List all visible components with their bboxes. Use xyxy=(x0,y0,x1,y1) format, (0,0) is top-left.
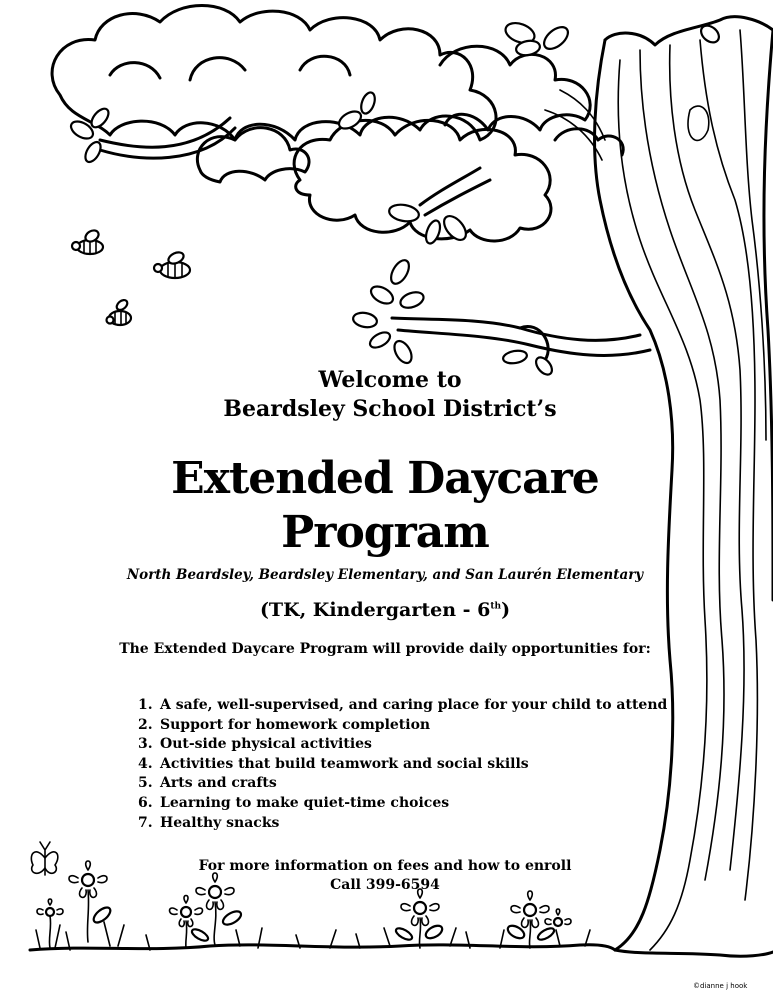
bee-icon xyxy=(154,250,190,278)
list-item-text: Activities that build teamwork and social skills xyxy=(160,755,529,772)
list-item xyxy=(138,774,667,794)
grade-range-superscript: th xyxy=(490,601,502,612)
bee-icon xyxy=(72,228,103,254)
butterfly-icon xyxy=(31,842,57,875)
cloud-canopy-icon xyxy=(52,6,623,242)
flower-icon xyxy=(170,896,203,949)
bee-icon xyxy=(107,298,132,325)
list-item-number: 4. xyxy=(138,755,153,772)
list-item xyxy=(138,716,667,736)
list-item-number: 2. xyxy=(138,716,153,733)
grade-range-close: ) xyxy=(501,599,511,621)
list-item-text: Arts and crafts xyxy=(160,775,277,792)
list-item-text: Learning to make quiet-time choices xyxy=(160,794,450,811)
phone-number: Call 399-6594 xyxy=(330,877,440,893)
school-list: North Beardsley, Beardsley Elementary, and San Laurén Elementary xyxy=(126,567,644,583)
enrollment-info: For more information on fees and how to enroll xyxy=(198,858,572,874)
welcome-heading: Welcome to xyxy=(318,367,462,393)
intro-text: The Extended Daycare Program will provide daily opportunities for: xyxy=(119,641,651,657)
list-item-number: 3. xyxy=(138,736,153,753)
list-item xyxy=(138,735,667,755)
list-item-text: Out-side physical activities xyxy=(160,736,372,753)
list-item-text: Healthy snacks xyxy=(160,814,280,831)
list-item-number: 1. xyxy=(138,697,153,713)
list-item-number: 5. xyxy=(138,775,153,792)
list-item xyxy=(138,755,667,775)
list-item-text: A safe, well-supervised, and caring place for your child to attend xyxy=(160,697,668,713)
program-title-line1: Extended Daycare xyxy=(171,453,599,504)
list-item-number: 6. xyxy=(138,794,153,811)
grade-range-text: (TK, Kindergarten - 6 xyxy=(259,599,491,621)
district-heading: Beardsley School District’s xyxy=(223,396,557,422)
flower-icon xyxy=(545,909,571,926)
flower-icon xyxy=(69,861,107,942)
grade-range xyxy=(220,597,550,623)
opportunity-list xyxy=(138,696,667,833)
list-item xyxy=(138,696,667,716)
list-item-number: 7. xyxy=(138,814,153,831)
program-title-line2: Program xyxy=(281,507,489,558)
list-item-text: Support for homework completion xyxy=(160,716,431,733)
list-item xyxy=(138,794,667,814)
leaf-icon xyxy=(68,19,722,377)
list-item xyxy=(138,814,667,834)
flower-icon xyxy=(37,899,63,948)
artist-signature: ©dianne j hook xyxy=(693,982,748,990)
